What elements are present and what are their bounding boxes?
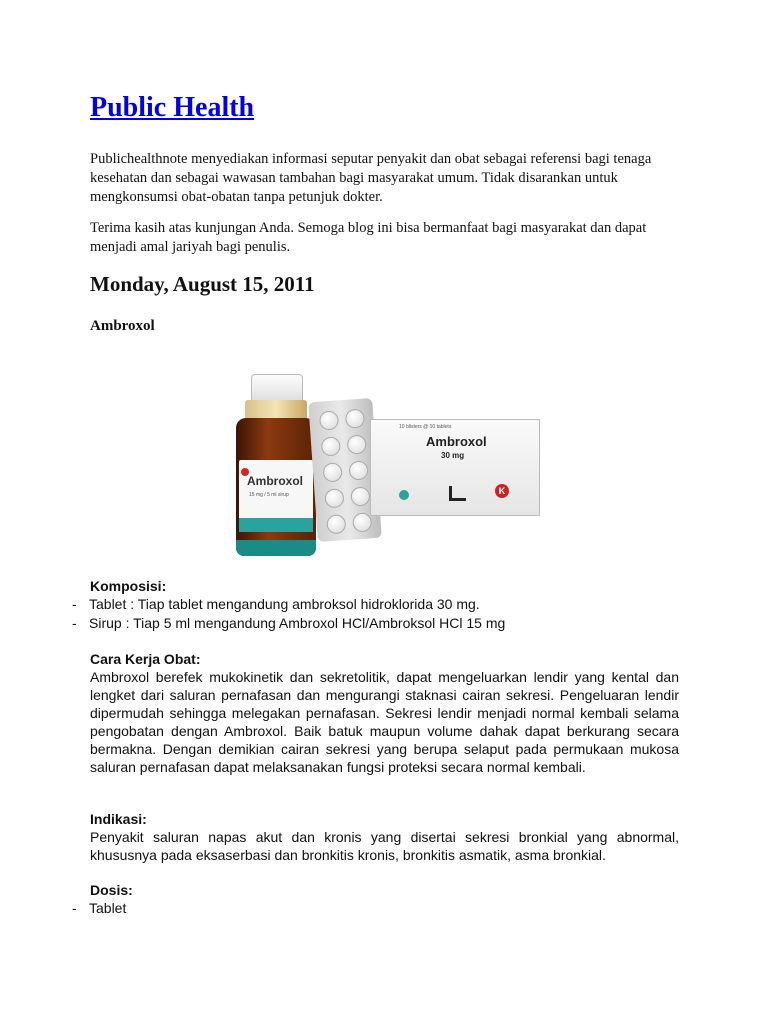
list-item — [72, 614, 505, 632]
tablet-box — [370, 419, 540, 516]
box-dose-text: 30 mg — [441, 451, 465, 460]
box-top-text: 10 blisters @ 10 tablets — [399, 424, 452, 430]
list-item-text: Sirup : Tiap 5 ml mengandung Ambroxol HCl/Ambroksol HCl 15 mg — [89, 615, 506, 631]
list-item — [72, 899, 126, 917]
list-item — [72, 595, 480, 613]
thanks-paragraph: Terima kasih atas kunjungan Anda. Semoga blog ini bisa bermanfaat bagi masyarakat dan dapat menjadi amal jariyah bagi penulis. — [90, 220, 647, 255]
bottle-label-subtext: 15 mg / 5 ml sirup — [249, 492, 289, 498]
bottle-label-text: Ambroxol — [247, 474, 304, 488]
list-dash: - — [72, 596, 77, 612]
hard-drug-k-icon: K — [495, 484, 509, 498]
indikasi-text: Penyakit saluran napas akut dan kronis yang disertai sekresi bronkial yang abnormal, khususnya pada eksaserbasi dan bronkitis kronis, bronkitis asmatik, asma bronkial. — [90, 829, 679, 863]
blog-title[interactable]: Public Health — [90, 92, 255, 123]
teal-circle-icon — [399, 490, 409, 500]
box-name-text: Ambroxol — [426, 434, 487, 449]
indikasi-heading: Indikasi: — [90, 811, 147, 827]
intro-paragraph: Publichealthnote menyediakan informasi seputar penyakit dan obat sebagai referensi bagi tenaga kesehatan dan sebagai wawasan tambahan bagi masyarakat umum. Tidak disarankan untuk mengkonsumsi obat-obatan tanpa petunjuk dokter. — [90, 151, 652, 205]
post-title[interactable]: Ambroxol — [90, 318, 155, 334]
dosis-heading: Dosis: — [90, 882, 133, 898]
list-item-text: Tablet : Tiap tablet mengandung ambroksol hidroklorida 30 mg. — [89, 596, 480, 612]
list-dash: - — [72, 900, 77, 916]
product-image — [233, 370, 538, 560]
list-item-text: Tablet — [89, 900, 127, 916]
cara-kerja-heading: Cara Kerja Obat: — [90, 651, 201, 667]
manufacturer-logo-icon — [449, 486, 466, 501]
list-dash: - — [72, 615, 77, 631]
cara-kerja-text: Ambroxol berefek mukokinetik dan sekretolitik, dapat mengeluarkan lendir yang kental dan lengket dari saluran pernafasan dan mengurangi staknasi cairan sekresi. Pengeluaran lendir dipermudah sehingga melegakan pernafasan. Sekresi lendir menjadi normal kembali selama pengobatan dengan Ambroxol. Baik batuk maupun volume dahak dapat berkurang secara bermakna. Dengan demikian cairan sekresi yang berupa selaput pada permukaan mukosa saluran pernafasan dapat melaksanakan fungsi proteksi secara normal kembali. — [90, 669, 679, 775]
komposisi-heading: Komposisi: — [90, 578, 167, 594]
post-date: Monday, August 15, 2011 — [90, 272, 315, 296]
